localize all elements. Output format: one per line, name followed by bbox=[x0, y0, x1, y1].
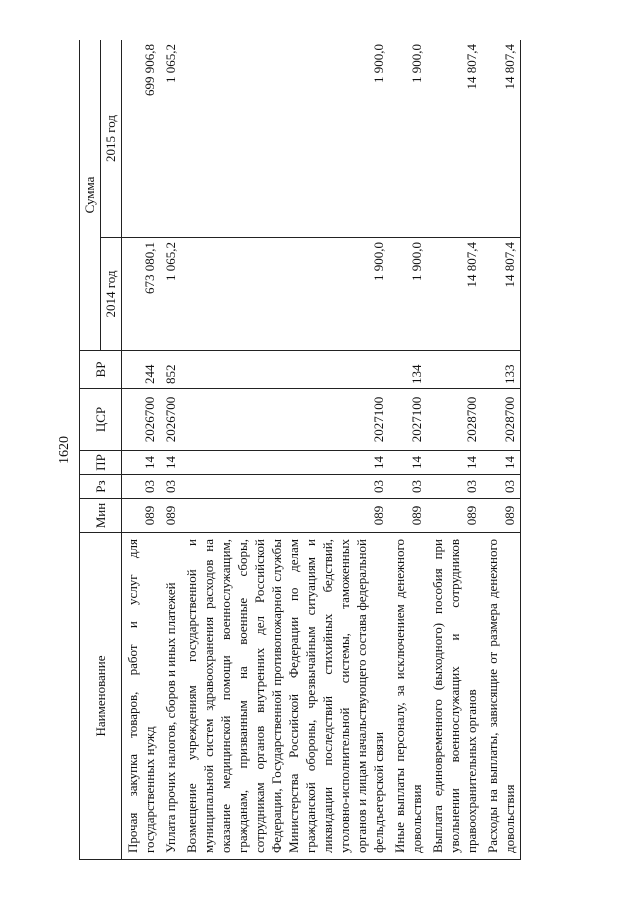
row-rz: 03 bbox=[389, 475, 427, 499]
table-header bbox=[80, 40, 122, 860]
row-pr: 14 bbox=[482, 451, 521, 475]
budget-table bbox=[79, 40, 521, 860]
table-row bbox=[160, 40, 181, 860]
row-pr: 14 bbox=[427, 451, 482, 475]
row-rz: 03 bbox=[160, 475, 181, 499]
table-row bbox=[482, 40, 521, 860]
row-amount-2014: 673 080,1 bbox=[122, 238, 161, 351]
row-min: 089 bbox=[427, 499, 482, 533]
header-2015: 2015 год bbox=[101, 40, 122, 238]
row-amount-2015: 1 900,0 bbox=[389, 40, 427, 238]
row-amount-2014: 14 807,4 bbox=[482, 238, 521, 351]
row-pr: 14 bbox=[160, 451, 181, 475]
row-min: 089 bbox=[160, 499, 181, 533]
row-pr: 14 bbox=[122, 451, 161, 475]
header-2014: 2014 год bbox=[101, 238, 122, 351]
row-amount-2014: 1 900,0 bbox=[181, 238, 389, 351]
row-rz: 03 bbox=[482, 475, 521, 499]
row-csr: 2027100 bbox=[389, 389, 427, 451]
row-name: Выплата единовременного (выходного) пособия при увольнении военнослужащих и сотрудников правоохранительных органов bbox=[427, 533, 482, 860]
row-amount-2015: 1 065,2 bbox=[160, 40, 181, 238]
row-amount-2015: 699 906,8 bbox=[122, 40, 161, 238]
header-csr: ЦСР bbox=[80, 389, 122, 451]
row-name: Расходы на выплаты, зависящие от размера денежного довольствия bbox=[482, 533, 521, 860]
row-amount-2015: 14 807,4 bbox=[482, 40, 521, 238]
row-amount-2014: 1 900,0 bbox=[389, 238, 427, 351]
row-rz: 03 bbox=[427, 475, 482, 499]
row-min: 089 bbox=[482, 499, 521, 533]
header-sum: Сумма bbox=[80, 40, 101, 351]
page-number: 1620 bbox=[57, 436, 72, 464]
header-rz: Рз bbox=[80, 475, 122, 499]
row-vr: 244 bbox=[122, 351, 161, 389]
row-min: 089 bbox=[389, 499, 427, 533]
row-amount-2015: 14 807,4 bbox=[427, 40, 482, 238]
row-vr bbox=[427, 351, 482, 389]
row-vr: 133 bbox=[482, 351, 521, 389]
header-name: Наименование bbox=[80, 533, 122, 860]
row-amount-2015: 1 900,0 bbox=[181, 40, 389, 238]
table-row bbox=[122, 40, 161, 860]
row-csr: 2027100 bbox=[181, 389, 389, 451]
header-min: Мин bbox=[80, 499, 122, 533]
row-vr: 852 bbox=[160, 351, 181, 389]
table-row bbox=[427, 40, 482, 860]
row-vr bbox=[181, 351, 389, 389]
table-row bbox=[181, 40, 389, 860]
header-vr: ВР bbox=[80, 351, 122, 389]
row-rz: 03 bbox=[122, 475, 161, 499]
table-row bbox=[389, 40, 427, 860]
row-csr: 2028700 bbox=[427, 389, 482, 451]
row-rz: 03 bbox=[181, 475, 389, 499]
rotated-page bbox=[55, 40, 595, 860]
row-csr: 2026700 bbox=[122, 389, 161, 451]
row-pr: 14 bbox=[389, 451, 427, 475]
row-name: Возмещение учреждениям государственной и муниципальной систем здравоохранения расходов на оказание медицинской помощи военнослужащим, гражданам, призванным на военные сборы, сотрудникам органов внутренних дел Российской Федерации, Государственной противопожарной службы Министерства Российской Федерации по делам гражданской обороны, чрезвычайным ситуациям и ликвидации последствий стихийных бедствий, уголовно-исполнительной системы, таможенных органов и лицам начальствующего состава федеральной фельдъегерской связи bbox=[181, 533, 389, 860]
row-pr: 14 bbox=[181, 451, 389, 475]
row-amount-2014: 14 807,4 bbox=[427, 238, 482, 351]
row-csr: 2028700 bbox=[482, 389, 521, 451]
row-name: Уплата прочих налогов, сборов и иных платежей bbox=[160, 533, 181, 860]
row-vr: 134 bbox=[389, 351, 427, 389]
row-min: 089 bbox=[122, 499, 161, 533]
row-min: 089 bbox=[181, 499, 389, 533]
header-pr: ПР bbox=[80, 451, 122, 475]
table-body bbox=[122, 40, 521, 860]
row-name: Иные выплаты персоналу, за исключением денежного довольствия bbox=[389, 533, 427, 860]
row-csr: 2026700 bbox=[160, 389, 181, 451]
row-amount-2014: 1 065,2 bbox=[160, 238, 181, 351]
row-name: Прочая закупка товаров, работ и услуг для государственных нужд bbox=[122, 533, 161, 860]
document-sheet bbox=[55, 40, 595, 860]
